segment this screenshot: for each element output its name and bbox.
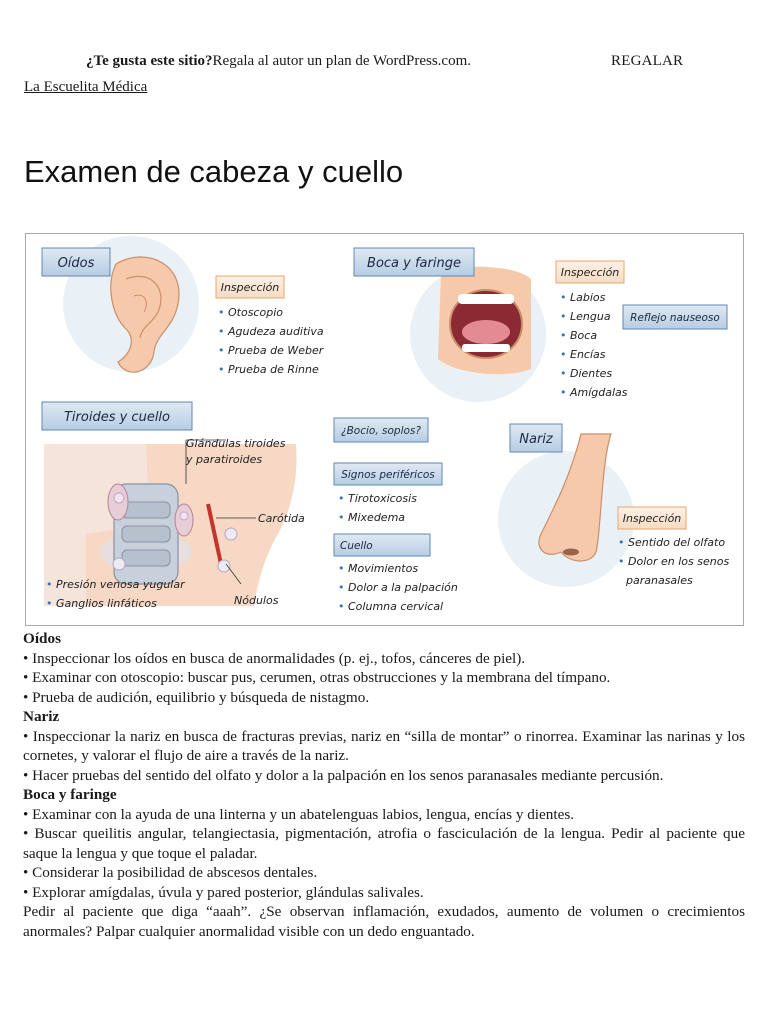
neck-item: • Columna cervical: [338, 600, 444, 613]
peripheral-item: • Tirotoxicosis: [338, 492, 417, 505]
tab-tiroides-cuello: [42, 402, 192, 430]
neck-item: • Dolor a la palpación: [338, 581, 458, 594]
bullet-paragraph: • Hacer pruebas del sentido del olfato y dolor a la palpación en los senos paranasales mediante percusión.: [23, 766, 664, 784]
neck-item: • Movimientos: [338, 562, 419, 575]
nose-illustration: [498, 434, 634, 587]
bullet-paragraph: • Examinar con la ayuda de una linterna y un abatelenguas labios, lengua, encías y dientes.: [23, 805, 575, 823]
give-button[interactable]: REGALAR: [611, 53, 684, 69]
mouth-item: • Amígdalas: [560, 386, 628, 399]
ears-item: • Prueba de Rinne: [218, 363, 319, 376]
mouth-item: • Dientes: [560, 367, 613, 380]
neck-title: Cuello: [340, 540, 373, 552]
article-body: [23, 629, 745, 941]
mouth-inspection: [556, 261, 727, 399]
nose-item: • Sentido del olfato: [618, 536, 726, 549]
nose-inspection-label: Inspección: [622, 512, 682, 525]
nodules-label: Nódulos: [234, 594, 279, 607]
ears-item: • Agudeza auditiva: [218, 325, 324, 338]
mouth-inspection-label: Inspección: [560, 266, 620, 279]
thyroid-title: Tiroides y cuello: [63, 410, 171, 425]
bullet-paragraph: • Considerar la posibilidad de abscesos dentales.: [23, 864, 318, 881]
site-title-link[interactable]: La Escuelita Médica: [24, 79, 148, 95]
mouth-item: • Labios: [560, 291, 606, 304]
wordpress-banner: [0, 53, 768, 75]
mouth-item: • Lengua: [560, 310, 611, 323]
mouth-item: • Encías: [560, 348, 606, 361]
tab-boca-faringe: [354, 248, 474, 276]
section-heading-mouth: Boca y faringe: [23, 786, 117, 803]
gag-reflex-label: Reflejo nauseoso: [630, 312, 720, 324]
nose-inspection: [618, 507, 729, 587]
ears-item: • Prueba de Weber: [218, 344, 324, 357]
ears-inspection-label: Inspección: [220, 281, 280, 294]
ears-inspection: [216, 276, 325, 376]
ears-item: • Otoscopio: [218, 306, 283, 319]
bullet-paragraph: • Inspeccionar los oídos en busca de anormalidades (p. ej., tofos, cánceres de piel).: [23, 649, 526, 667]
mouth-item: • Boca: [560, 329, 598, 342]
peripheral-item: • Mixedema: [338, 511, 406, 524]
nose-item-continuation: paranasales: [626, 574, 693, 587]
head-neck-exam-figure: [25, 233, 744, 626]
mouth-illustration: [410, 266, 546, 402]
nose-item: • Dolor en los senos: [618, 555, 730, 568]
banner-promo: [86, 53, 471, 70]
bullet-paragraph: • Inspeccionar la nariz en busca de fracturas previas, nariz en “silla de montar” o rinorrea. Examinar las narinas y los cornetes, y valorar el flujo de aire a través de la nariz.: [23, 727, 745, 764]
section-heading-nose: Nariz: [23, 708, 60, 725]
mouth-title: Boca y faringe: [367, 256, 461, 271]
tab-oidos: [42, 248, 110, 276]
goiter-label: ¿Bocio, soplos?: [341, 425, 421, 437]
center-boxes: [334, 418, 458, 613]
section-heading-ears: Oídos: [23, 630, 61, 647]
thyroid-item: • Presión venosa yugular: [46, 578, 185, 591]
banner-promo-text: Regala al autor un plan de WordPress.com.: [212, 53, 471, 69]
page-title: Examen de cabeza y cuello: [24, 154, 404, 189]
banner-question: ¿Te gusta este sitio?: [86, 53, 213, 69]
bullet-paragraph: • Examinar con otoscopio: buscar pus, cerumen, otras obstrucciones y la membrana del tímpano.: [23, 669, 611, 686]
exam-diagram: [26, 234, 743, 625]
closing-paragraph: Pedir al paciente que diga “aaah”. ¿Se observan inflamación, exudados, aumento de volumen o crecimientos anormales? Palpar cualquier anormalidad visible con un dedo enguantado.: [23, 903, 745, 940]
thyroid-item: • Ganglios linfáticos: [46, 597, 157, 610]
tab-nariz: [510, 424, 562, 452]
carotid-label: Carótida: [258, 512, 305, 525]
ears-title: Oídos: [57, 256, 95, 271]
bullet-paragraph: • Prueba de audición, equilibrio y búsqueda de nistagmo.: [23, 688, 370, 706]
glands-label-2: y paratiroides: [186, 453, 263, 466]
peripheral-title: Signos periféricos: [341, 469, 435, 481]
nose-title: Nariz: [519, 432, 553, 447]
bullet-paragraph: • Buscar queilitis angular, telangiectasia, pigmentación, atrofia o fasciculación de la lengua. Pedir al paciente que saque la lengua y que toque el paladar.: [23, 825, 745, 862]
glands-label-1: Glándulas tiroides: [186, 437, 286, 450]
bullet-paragraph: • Explorar amígdalas, úvula y pared posterior, glándulas salivales.: [23, 883, 424, 901]
